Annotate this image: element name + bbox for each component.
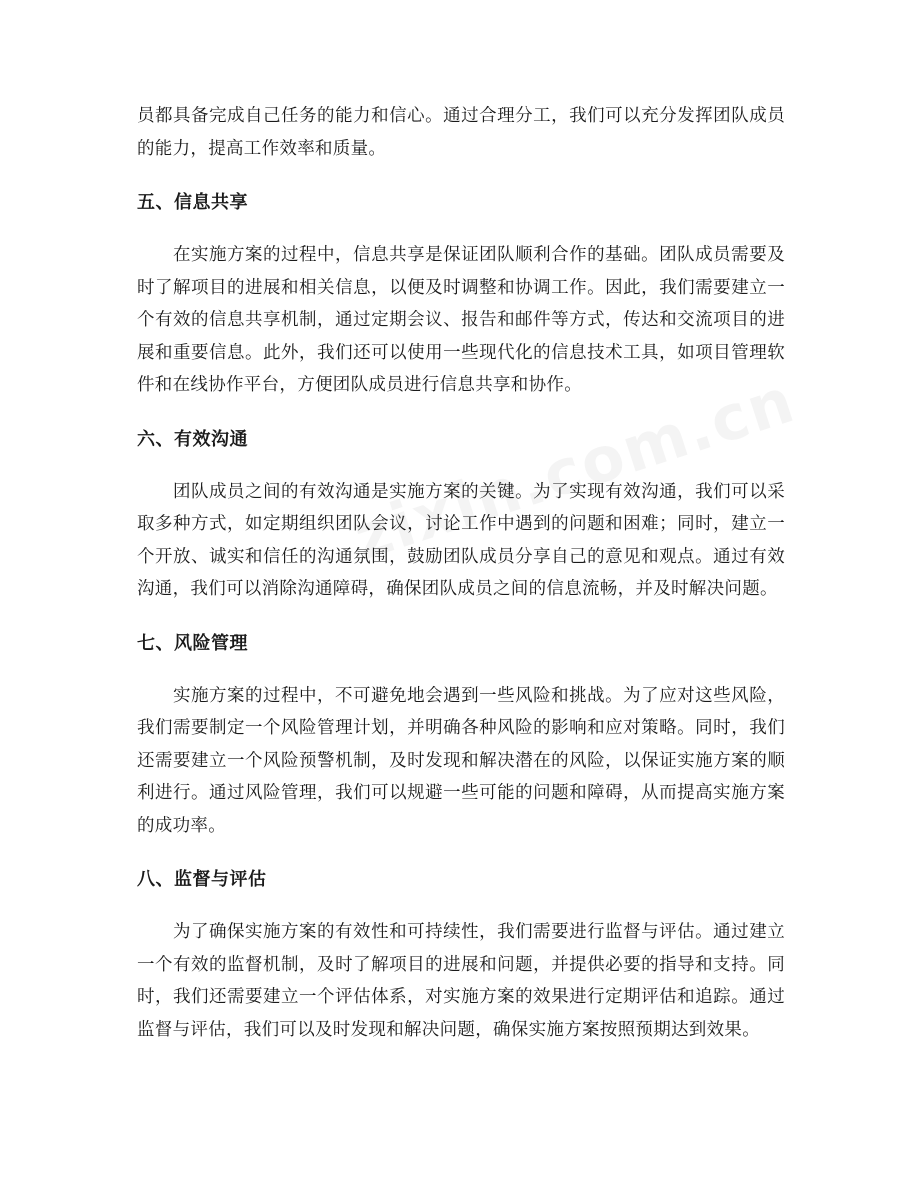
section-heading-info-sharing: 五、信息共享	[137, 192, 248, 213]
document-body	[137, 100, 785, 1046]
section-heading-effective-communication: 六、有效沟通	[137, 428, 248, 450]
section-paragraph-risk-management: 实施方案的过程中，不可避免地会遇到一些风险和挑战。为了应对这些风险，我们需要制定一个风险管理计划，并明确各种风险的影响和应对策略。同时，我们还需要建立一个风险预警机制，及时发现和解决潜在的风险，以保证实施方案的顺利进行。通过风险管理，我们可以规避一些可能的问题和障碍，从而提高实施方案的成功率。	[137, 685, 785, 836]
section-paragraph-info-sharing: 在实施方案的过程中，信息共享是保证团队顺利合作的基础。团队成员需要及时了解项目的进展和相关信息，以便及时调整和协调工作。因此，我们需要建立一个有效的信息共享机制，通过定期会议、报告和邮件等方式，传达和交流项目的进展和重要信息。此外，我们还可以使用一些现代化的信息技术工具，如项目管理软件和在线协作平台，方便团队成员进行信息共享和协作。	[137, 245, 785, 395]
section-paragraph-supervision-evaluation: 为了确保实施方案的有效性和可持续性，我们需要进行监督与评估。通过建立一个有效的监督机制，及时了解项目的进展和问题，并提供必要的指导和支持。同时，我们还需要建立一个评估体系，对实施方案的效果进行定期评估和追踪。通过监督与评估，我们可以及时发现和解决问题，确保实施方案按照预期达到效果。	[137, 922, 785, 1040]
section-heading-risk-management: 七、风险管理	[137, 632, 248, 654]
section-paragraph-effective-communication: 团队成员之间的有效沟通是实施方案的关键。为了实现有效沟通，我们可以采取多种方式，如定期组织团队会议，讨论工作中遇到的问题和困难；同时，建立一个开放、诚实和信任的沟通氛围，鼓励团队成员分享自己的意见和观点。通过有效沟通，我们可以消除沟通障碍，确保团队成员之间的信息流畅，并及时解决问题。	[137, 481, 785, 599]
intro-paragraph: 员都具备完成自己任务的能力和信心。通过合理分工，我们可以充分发挥团队成员的能力，提高工作效率和质量。	[137, 106, 785, 159]
section-heading-supervision-evaluation: 八、监督与评估	[137, 869, 267, 890]
